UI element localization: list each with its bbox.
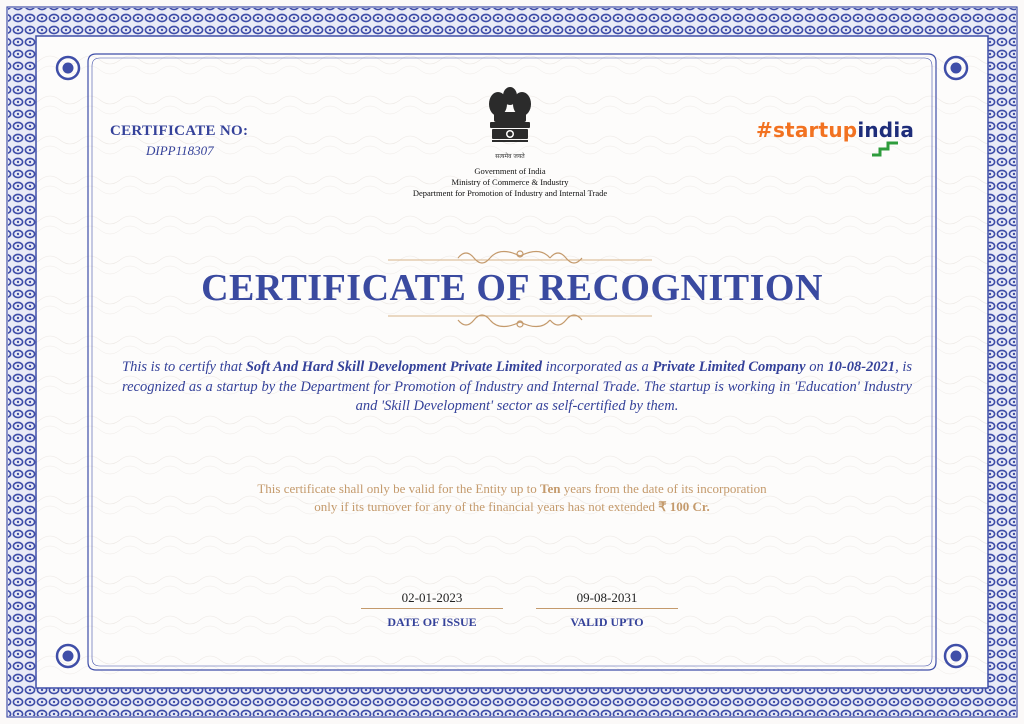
validity-note: [0, 480, 1024, 516]
bottom-ornament-icon: [388, 310, 652, 334]
date-of-issue-label: DATE OF ISSUE: [387, 615, 477, 629]
top-ornament-icon: [388, 244, 652, 268]
startupindia-logo: [756, 118, 914, 142]
entity-type: Private Limited Company: [652, 359, 806, 375]
certificate-number-value: DIPP118307: [146, 143, 214, 158]
logo-hash-text: #startup: [756, 118, 858, 142]
incorporation-date: 10-08-2021: [827, 359, 896, 375]
date-of-issue-value: 02-01-2023: [361, 590, 503, 609]
ministry-line: Ministry of Commerce & Industry: [451, 177, 569, 187]
statement-text: incorporated as a: [541, 359, 653, 375]
validity-text: only if its turnover for any of the financial years has not extended: [314, 499, 659, 514]
government-header: [360, 166, 660, 199]
validity-years: Ten: [540, 481, 561, 496]
department-line: Department for Promotion of Industry and Internal Trade: [412, 188, 608, 198]
certificate-title: CERTIFICATE OF RECOGNITION: [201, 267, 823, 309]
national-emblem-icon: [482, 82, 538, 166]
entity-name: Soft And Hard Skill Development Private Limited: [245, 359, 542, 375]
turnover-limit: ₹ 100 Cr.: [658, 499, 710, 514]
logo-step-icon: [870, 140, 900, 158]
statement-text: , is recognized as a startup by the Department for Promotion of Industry and Internal Trade. The startup is working in 'Education' Industry and 'Skill Development' sector as self-certified by them.: [122, 359, 913, 414]
date-of-issue-block: [361, 590, 503, 630]
valid-upto-label: VALID UPTO: [570, 615, 644, 629]
validity-text: This certificate shall only be valid for the Entity up to: [257, 481, 541, 496]
valid-upto-value: 09-08-2031: [536, 590, 678, 609]
emblem-caption: सत्यमेव जयते: [495, 153, 525, 160]
statement-text: This is to certify that: [122, 359, 246, 375]
certificate-number-label: CERTIFICATE NO:: [110, 123, 249, 139]
statement-text: on: [805, 359, 828, 375]
government-line: Government of India: [474, 166, 546, 176]
logo-india-text: india: [857, 118, 915, 142]
valid-upto-block: [536, 590, 678, 630]
certification-statement: [122, 358, 912, 417]
validity-text: years from the date of its incorporation: [560, 481, 767, 496]
